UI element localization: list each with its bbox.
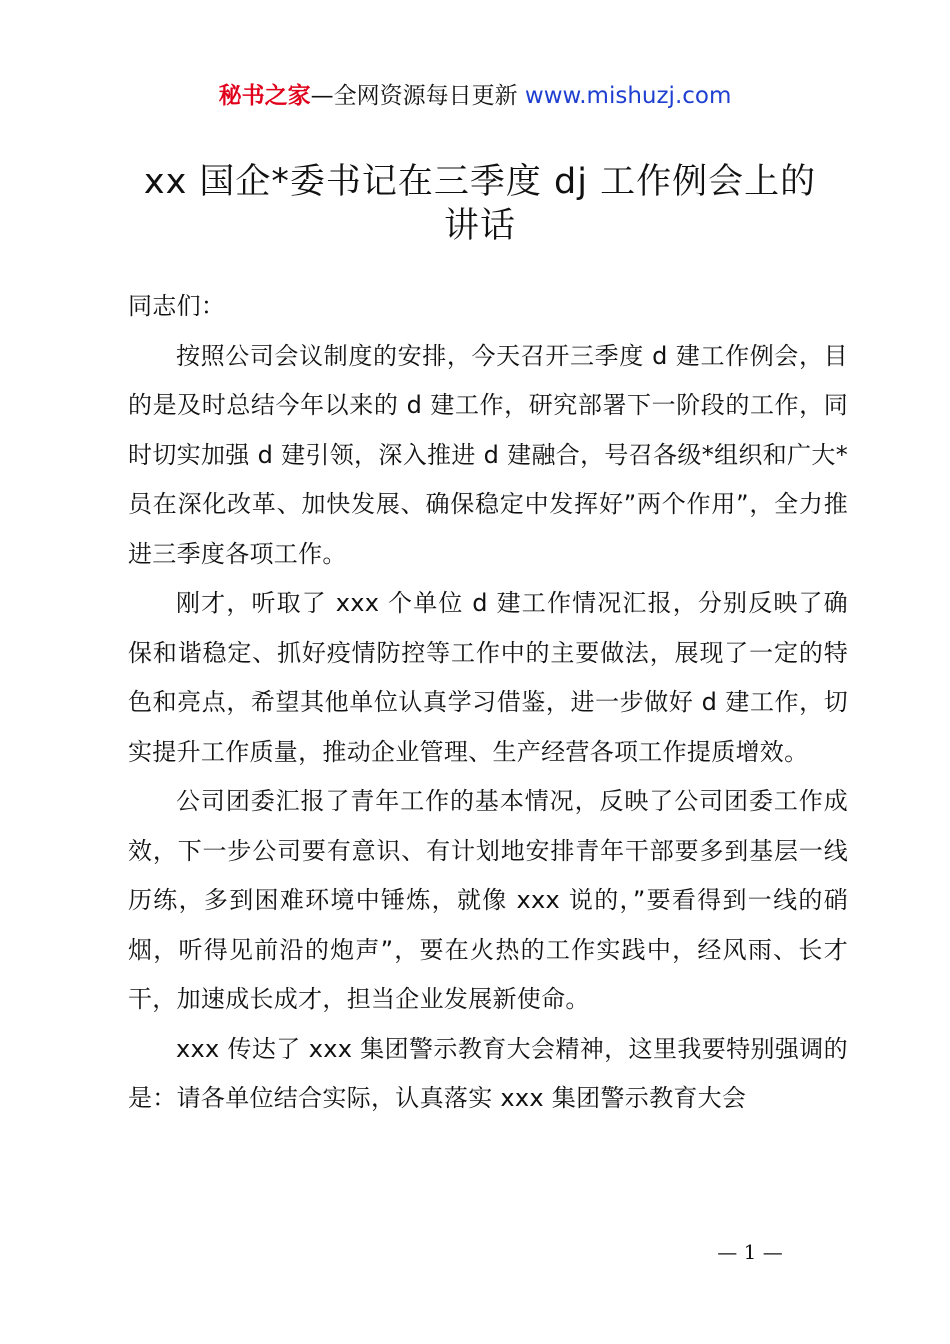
title-line-2: 讲话 [443,206,516,246]
body-paragraph-1: 按照公司会议制度的安排，今天召开三季度 d 建工作例会，目的是及时总结今年以来的 d 建工作，研究部署下一阶段的工作，同时切实加强 d 建引领，深入推进 d 建融合，号召各级*组织和广大*员在深化改革、加快发展、确保稳定中发挥好”两个作用”，全力推进三季度各项工作。 [128,341,848,568]
document-title [130,160,830,248]
title-line-1: xx 国企*委书记在三季度 dj 工作例会上的 [143,162,817,202]
body-paragraph-3: 公司团委汇报了青年工作的基本情况，反映了公司团委工作成效，下一步公司要有意识、有计划地安排青年干部要多到基层一线历练，多到困难环境中锤炼，就像 xxx 说的，”要看得到一线的硝烟，听得见前沿的炮声”，要在火热的工作实践中，经风雨、长才干，加速成长成才，担当企业发展新使命。 [128,787,848,1013]
body-paragraph-2: 刚才，听取了 xxx 个单位 d 建工作情况汇报，分别反映了确保和谐稳定、抓好疫情防控等工作中的主要做法，展现了一定的特色和亮点，希望其他单位认真学习借鉴，进一步做好 d 建工作，切实提升工作质量，推动企业管理、生产经营各项工作提质增效。 [128,589,848,766]
page-number: — 1 — [717,1240,783,1264]
banner-tagline: —全网资源每日更新 [310,83,525,109]
document-body [128,282,848,1124]
brand-name: 秘书之家 [218,83,311,109]
salutation: 同志们： [128,292,226,320]
site-banner [0,80,950,112]
site-url: www.mishuzj.com [524,83,732,109]
body-paragraph-4: xxx 传达了 xxx 集团警示教育大会精神，这里我要特别强调的是：请各单位结合实际，认真落实 xxx 集团警示教育大会 [128,1034,848,1112]
